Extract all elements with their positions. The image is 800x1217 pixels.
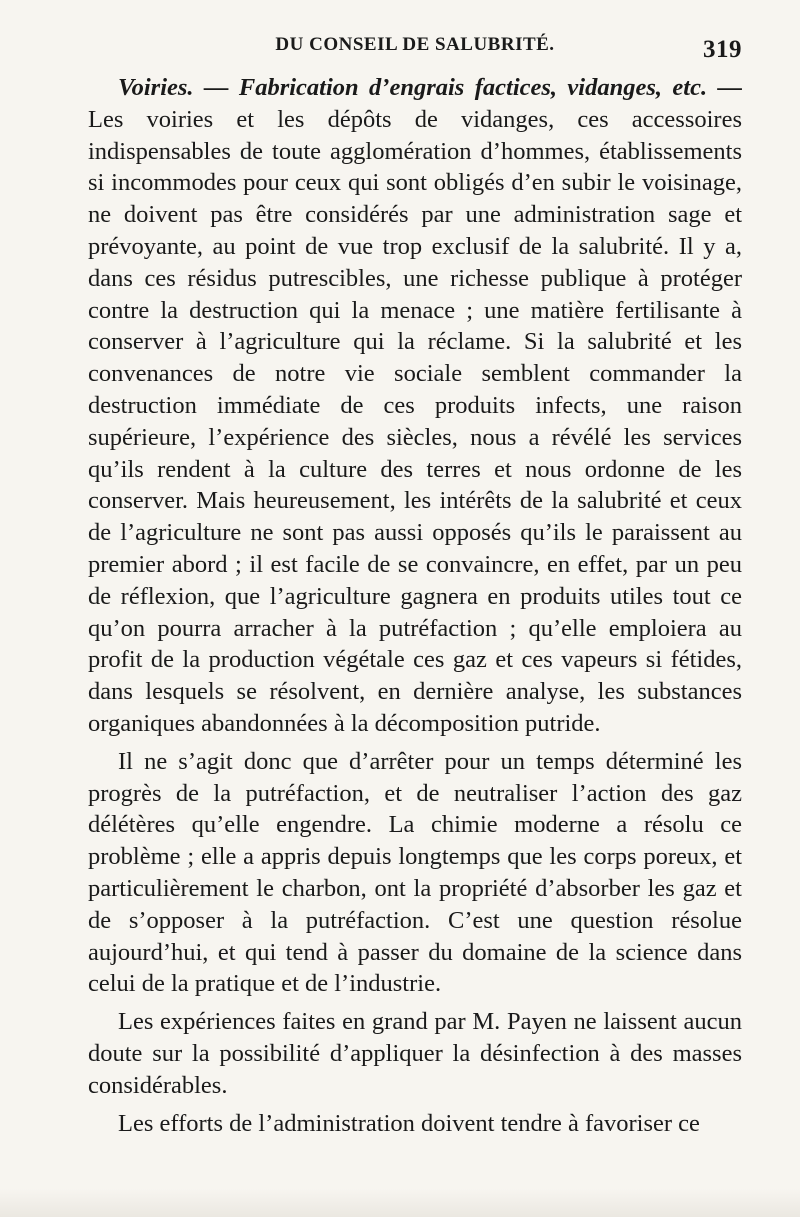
paragraph-2: Il ne s’agit donc que d’arrêter pour un temps déterminé les progrès de la putréfaction, et de neutraliser l’action des gaz délétères qu’elle engendre. La chimie moderne a résolu ce problème ; elle a appris depuis longtemps que les corps poreux, et particulièrement le charbon, ont la propriété d’absorber les gaz et de s’opposer à la putréfaction. C’est une question résolue aujourd’hui, et qui tend à passer du domaine de la science dans celui de la pratique et de l’industrie.: [88, 747, 742, 998]
paragraph-4: Les efforts de l’administration doivent tendre à favoriser ce: [118, 1109, 700, 1137]
running-title: DU CONSEIL DE SALUBRITÉ.: [275, 34, 555, 55]
paragraph-3: Les expériences faites en grand par M. Payen ne laissent aucun doute sur la possibilité d’appliquer la désinfection à des masses considérables.: [88, 1008, 742, 1099]
section-heading: Voiries. — Fabrication d’engrais factices, vidanges, etc. —: [118, 74, 742, 101]
paragraph-1-text: Les voiries et les dépôts de vidanges, ces accessoires indispensables de toute agglomération d’hommes, établissements si incommodes pour ceux qui sont obligés d’en subir le voisinage, ne doivent pas être considérés par une administration sage et prévoyante, au point de vue trop exclusif de la salubrité. Il y a, dans ces résidus putrescibles, une richesse publique à protéger contre la destruction qui la menace ; une matière fertilisante à conserver à l’agriculture qui la réclame. Si la salubrité et les convenances de notre vie sociale semblent commander la destruction immédiate de ces produits infects, une raison supérieure, l’expérience des siècles, nous a révélé les services qu’ils rendent à la culture des terres et nous ordonne de les conserver. Mais heureusement, les intérêts de la salubrité et ceux de l’agriculture ne sont pas aussi opposés qu’ils le paraissent au premier abord ; il est facile de se convaincre, en effet, par un peu de réflexion, que l’agriculture gagnera en produits utiles tout ce qu’on pourra arracher à la putréfaction ; qu’elle emploiera au profit de la production végétale ces gaz et ces vapeurs si fétides, dans lesquels se résolvent, en dernière analyse, les substances organiques abandonnées à la décomposition putride.: [88, 105, 742, 737]
paragraph-1: [88, 72, 742, 740]
body-text: [88, 72, 742, 1139]
bottom-strip: [0, 1189, 800, 1217]
page-number: 319: [703, 36, 742, 63]
running-head: [88, 30, 742, 63]
